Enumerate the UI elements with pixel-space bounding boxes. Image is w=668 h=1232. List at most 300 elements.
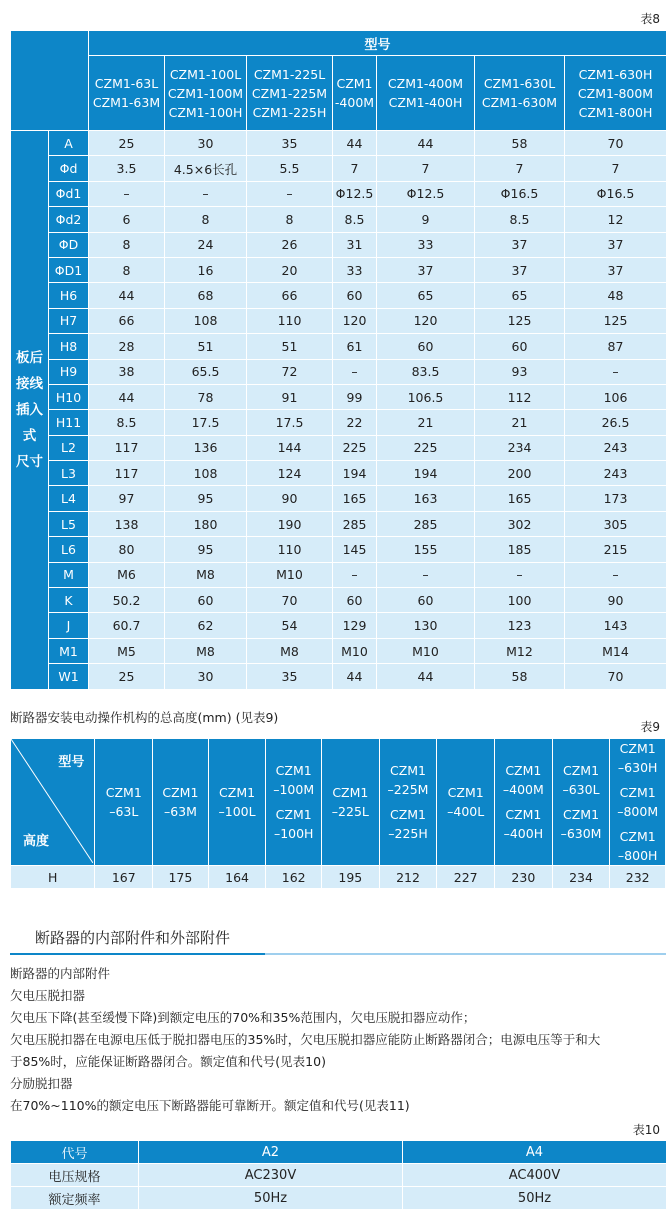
table8-cell: 165 xyxy=(333,486,377,511)
table8-cell: Φ12.5 xyxy=(377,181,475,206)
table9-model-2 xyxy=(208,739,266,866)
table10-cell: AC400V xyxy=(403,1164,667,1187)
section-text-line: 欠电压脱扣器 xyxy=(10,988,86,1003)
table8-cell: 44 xyxy=(89,384,165,409)
table9-cell: 212 xyxy=(379,866,437,889)
table9-model-6 xyxy=(437,739,495,866)
table8-cell: 8.5 xyxy=(333,207,377,232)
table8-cell: Φ16.5 xyxy=(475,181,565,206)
table8-cell: 110 xyxy=(247,308,333,333)
table8-cell: 8.5 xyxy=(475,207,565,232)
table8-cell: 44 xyxy=(333,131,377,156)
table8-param: L2 xyxy=(49,435,89,460)
table9-cell: 175 xyxy=(153,866,209,889)
table8-label: 表8 xyxy=(640,12,660,26)
table8-cell: 225 xyxy=(333,435,377,460)
table9-model-0 xyxy=(95,739,153,866)
table8-cell: 37 xyxy=(565,257,667,282)
model-name-line: –225L xyxy=(331,804,369,819)
model-name-line: –630H xyxy=(617,760,658,775)
table8-cell: 60 xyxy=(377,334,475,359)
table8-cell: M10 xyxy=(247,562,333,587)
table9-model-8 xyxy=(552,739,610,866)
table8-param: L6 xyxy=(49,537,89,562)
table8-cell: 90 xyxy=(247,486,333,511)
table8-cell: 285 xyxy=(377,511,475,536)
table8-cell: 194 xyxy=(377,461,475,486)
group-label-line: 插入 xyxy=(16,401,43,418)
table8-cell: 25 xyxy=(89,131,165,156)
table8-cell: 70 xyxy=(565,131,667,156)
table8-cell: 215 xyxy=(565,537,667,562)
section-text-line: 分励脱扣器 xyxy=(10,1076,73,1091)
table8-cell: 95 xyxy=(165,486,247,511)
table8-cell: 30 xyxy=(165,664,247,689)
table8-row xyxy=(11,486,667,511)
model-name-line: CZM1 xyxy=(619,785,656,800)
table8-cell: 70 xyxy=(247,588,333,613)
table8-cell: 65.5 xyxy=(165,359,247,384)
table8-cell: 44 xyxy=(377,131,475,156)
table10-cell: 50Hz xyxy=(403,1187,667,1210)
table8-cell: 120 xyxy=(377,308,475,333)
table8-cell: 110 xyxy=(247,537,333,562)
table8-cell: 58 xyxy=(475,131,565,156)
model-name-line: CZM1 xyxy=(275,763,312,778)
table8-param: K xyxy=(49,588,89,613)
table8-cell: 24 xyxy=(165,232,247,257)
table8-cell: 129 xyxy=(333,613,377,638)
table8-cell: 37 xyxy=(475,257,565,282)
table8-cell: 8 xyxy=(165,207,247,232)
table8-cell: 65 xyxy=(475,283,565,308)
table8-cell: 117 xyxy=(89,461,165,486)
table8-cell: 106 xyxy=(565,384,667,409)
table8-cell: 97 xyxy=(89,486,165,511)
table8-cell: 123 xyxy=(475,613,565,638)
table8-row xyxy=(11,384,667,409)
table9-cell: 230 xyxy=(495,866,553,889)
table8-cell: 17.5 xyxy=(247,410,333,435)
table9-model-7 xyxy=(495,739,553,866)
table10-row-label: 额定频率 xyxy=(11,1187,139,1210)
model-name-line: CZM1 xyxy=(447,785,484,800)
table10 xyxy=(10,1140,667,1210)
model-name-line: CZM1 xyxy=(563,763,600,778)
table8-cell: M12 xyxy=(475,638,565,663)
table8-cell: 120 xyxy=(333,308,377,333)
table8-cell: 112 xyxy=(475,384,565,409)
table8-cell: 44 xyxy=(333,664,377,689)
table8-cell: 106.5 xyxy=(377,384,475,409)
table8-cell: – xyxy=(377,562,475,587)
table8-cell: 60 xyxy=(475,334,565,359)
table8-cell: 143 xyxy=(565,613,667,638)
model-name-line: –400H xyxy=(503,826,544,841)
model-name-line: –800M xyxy=(617,804,659,819)
table8-cell: 25 xyxy=(89,664,165,689)
table8-cell: M8 xyxy=(247,638,333,663)
table8-row xyxy=(11,435,667,460)
table8-cell: 305 xyxy=(565,511,667,536)
table8-cell: 51 xyxy=(165,334,247,359)
table8-cell: 37 xyxy=(377,257,475,282)
table8-cell: M6 xyxy=(89,562,165,587)
table8-cell: 72 xyxy=(247,359,333,384)
section-text-line: 断路器的内部附件 xyxy=(10,966,111,981)
table8-cell: 28 xyxy=(89,334,165,359)
table8-cell: 8 xyxy=(247,207,333,232)
model-name-line: CZM1 xyxy=(219,785,256,800)
table8-cell: 21 xyxy=(475,410,565,435)
model-name-line: CZM1 xyxy=(619,829,656,844)
table8-cell: 60.7 xyxy=(89,613,165,638)
table8-param: H8 xyxy=(49,334,89,359)
table8-row xyxy=(11,257,667,282)
table8-cell: 173 xyxy=(565,486,667,511)
table8-param: M xyxy=(49,562,89,587)
table8-cell: 51 xyxy=(247,334,333,359)
table8-row xyxy=(11,207,667,232)
table8-cell: 125 xyxy=(475,308,565,333)
table8-row xyxy=(11,334,667,359)
model-name-line: CZM1 xyxy=(619,741,656,756)
table8-cell: 35 xyxy=(247,131,333,156)
table8-cell: 48 xyxy=(565,283,667,308)
table9-cell: 234 xyxy=(552,866,610,889)
table8-cell: 8.5 xyxy=(89,410,165,435)
table8-cell: 78 xyxy=(165,384,247,409)
model-name-line: CZM1-630L xyxy=(483,76,556,91)
table8-cell: 125 xyxy=(565,308,667,333)
model-name-line: CZM1-100L xyxy=(169,66,242,82)
table8-cell: 155 xyxy=(377,537,475,562)
model-name-line: –100H xyxy=(273,826,314,841)
table8-row xyxy=(11,537,667,562)
table9-cell: 167 xyxy=(95,866,153,889)
model-name-line: CZM1 xyxy=(563,807,600,822)
model-name-line: CZM1 xyxy=(389,807,427,822)
table9-model-4 xyxy=(322,739,380,866)
table8-row xyxy=(11,562,667,587)
table9-caption: 断路器安装电动操作机构的总高度(mm) (见表9) xyxy=(10,710,279,725)
section-text-line: 在70%~110%的额定电压下断路器能可靠断开。额定值和代号(见表11) xyxy=(10,1098,410,1113)
table8-cell: M14 xyxy=(565,638,667,663)
table8-cell: 58 xyxy=(475,664,565,689)
table8-row xyxy=(11,131,667,156)
table8-cell: 302 xyxy=(475,511,565,536)
table8-cell: – xyxy=(565,359,667,384)
table8-model-2 xyxy=(247,56,333,131)
table8-model-1 xyxy=(165,56,247,131)
table8-cell: Φ12.5 xyxy=(333,181,377,206)
table8-cell: 6 xyxy=(89,207,165,232)
table10-cell: AC230V xyxy=(139,1164,403,1187)
table8-cell: 83.5 xyxy=(377,359,475,384)
table8-row xyxy=(11,461,667,486)
table8-row xyxy=(11,613,667,638)
table8-row xyxy=(11,308,667,333)
table8-cell: 66 xyxy=(247,283,333,308)
table8-cell: 7 xyxy=(475,156,565,181)
section-text-line: 欠电压下降(甚至缓慢下降)到额定电压的70%和35%范围内，欠电压脱扣器应动作； xyxy=(10,1010,476,1025)
table8-cell: 7 xyxy=(377,156,475,181)
table8-cell: 165 xyxy=(475,486,565,511)
group-label-line: 尺寸 xyxy=(16,453,43,470)
section-text-line: 欠电压脱扣器在电源电压低于脱扣器电压的35%时，欠电压脱扣器应能防止断路器闭合；电源电压等于和大 xyxy=(10,1032,601,1047)
table8-cell: 37 xyxy=(475,232,565,257)
table8-cell: 243 xyxy=(565,461,667,486)
table8-cell: 108 xyxy=(165,308,247,333)
table8-param: Φd1 xyxy=(49,181,89,206)
table8-cell: 3.5 xyxy=(89,156,165,181)
table9-cell: 232 xyxy=(610,866,666,889)
table8-cell: 8 xyxy=(89,257,165,282)
model-name-line: CZM1 xyxy=(505,807,542,822)
table8-param: Φd2 xyxy=(49,207,89,232)
table8-cell: 33 xyxy=(377,232,475,257)
table8-cell: 117 xyxy=(89,435,165,460)
model-name-line: CZM1-225M xyxy=(251,85,328,101)
model-name-line: CZM1-800M xyxy=(577,85,654,101)
model-name-line: –63M xyxy=(163,804,197,819)
table8-cell: 26 xyxy=(247,232,333,257)
table8-cell: 60 xyxy=(377,588,475,613)
group-label-line: 板后 xyxy=(16,349,43,366)
table8-cell: 54 xyxy=(247,613,333,638)
table8-param: W1 xyxy=(49,664,89,689)
table8-row xyxy=(11,232,667,257)
table8-row xyxy=(11,511,667,536)
table8-param: H6 xyxy=(49,283,89,308)
table8-cell: 90 xyxy=(565,588,667,613)
table10-cell: 50Hz xyxy=(139,1187,403,1210)
table9 xyxy=(10,738,666,889)
section-text-line: 于85%时，应能保证断路器闭合。额定值和代号(见表10) xyxy=(10,1054,326,1069)
table8-param: H9 xyxy=(49,359,89,384)
table9-cell: 227 xyxy=(437,866,495,889)
table8-param: M1 xyxy=(49,638,89,663)
model-name-line: –800H xyxy=(617,848,658,863)
table8-cell: 50.2 xyxy=(89,588,165,613)
table8-cell: 30 xyxy=(165,131,247,156)
table8-cell: 20 xyxy=(247,257,333,282)
model-name-line: –100L xyxy=(218,804,256,819)
table8-group-label xyxy=(11,131,49,690)
table8-cell: 61 xyxy=(333,334,377,359)
model-name-line: -400M xyxy=(334,95,375,110)
table8-cell: 163 xyxy=(377,486,475,511)
table8-param: H10 xyxy=(49,384,89,409)
model-name-line: –63L xyxy=(109,804,139,819)
table9-model-9 xyxy=(610,739,666,866)
table10-row-label: 电压规格 xyxy=(11,1164,139,1187)
table8-cell: 9 xyxy=(377,207,475,232)
table8-cell: 144 xyxy=(247,435,333,460)
table8-model-header: 型号 xyxy=(89,31,667,56)
model-name-line: CZM1-800H xyxy=(578,104,653,120)
model-name-line: –630M xyxy=(560,826,602,841)
table9-cell: 195 xyxy=(322,866,380,889)
table8-row xyxy=(11,283,667,308)
table8-row xyxy=(11,181,667,206)
model-name-line: –225M xyxy=(387,782,429,797)
table8-cell: 21 xyxy=(377,410,475,435)
table8-cell: 145 xyxy=(333,537,377,562)
table9-corner-model: 型号 xyxy=(58,755,85,770)
model-name-line: –400M xyxy=(502,782,544,797)
table8-row xyxy=(11,588,667,613)
table8-cell: 60 xyxy=(333,283,377,308)
table10-header-code: 代号 xyxy=(11,1141,139,1164)
table8-param: ΦD1 xyxy=(49,257,89,282)
model-name-line: CZM1-63M xyxy=(92,95,161,110)
table8-cell: M8 xyxy=(165,562,247,587)
table8-cell: 180 xyxy=(165,511,247,536)
table8-cell: 22 xyxy=(333,410,377,435)
table8-cell: 194 xyxy=(333,461,377,486)
table8-param: H11 xyxy=(49,410,89,435)
table8-cell: 234 xyxy=(475,435,565,460)
table9-model-1 xyxy=(153,739,209,866)
table8-cell: 37 xyxy=(565,232,667,257)
model-name-line: CZM1 xyxy=(275,807,312,822)
table8-cell: Φ16.5 xyxy=(565,181,667,206)
table8-cell: 4.5×6长孔 xyxy=(165,156,247,181)
model-name-line: CZM1-630M xyxy=(481,95,558,110)
table8-cell: – xyxy=(565,562,667,587)
table8-row xyxy=(11,664,667,689)
table8-cell: 108 xyxy=(165,461,247,486)
table10-header-a2: A2 xyxy=(139,1141,403,1164)
table10-label: 表10 xyxy=(632,1123,660,1137)
table8-cell: 12 xyxy=(565,207,667,232)
model-name-line: CZM1-225L xyxy=(253,66,326,82)
table8-param: ΦD xyxy=(49,232,89,257)
table8-cell: 99 xyxy=(333,384,377,409)
table8-row xyxy=(11,638,667,663)
table8-cell: 80 xyxy=(89,537,165,562)
table8-cell: 8 xyxy=(89,232,165,257)
table8-cell: 93 xyxy=(475,359,565,384)
section-title: 断路器的内部附件和外部附件 xyxy=(35,929,231,947)
table8-cell: – xyxy=(475,562,565,587)
model-name-line: CZM1 xyxy=(336,76,373,91)
table8-cell: 91 xyxy=(247,384,333,409)
table8-cell: 185 xyxy=(475,537,565,562)
model-name-line: CZM1 xyxy=(389,763,427,778)
table8-cell: 95 xyxy=(165,537,247,562)
model-name-line: CZM1-400M xyxy=(387,76,464,91)
model-name-line: CZM1 xyxy=(332,785,369,800)
model-name-line: CZM1-225H xyxy=(252,104,327,120)
table8-cell: 243 xyxy=(565,435,667,460)
table9-label: 表9 xyxy=(640,720,660,734)
table8-cell: 7 xyxy=(333,156,377,181)
table8-cell: – xyxy=(247,181,333,206)
table9-model-5 xyxy=(379,739,437,866)
table8-cell: 285 xyxy=(333,511,377,536)
table9-cell: 164 xyxy=(208,866,266,889)
table8-model-4 xyxy=(377,56,475,131)
table8-row xyxy=(11,359,667,384)
table8-cell: 7 xyxy=(565,156,667,181)
table8-model-6 xyxy=(565,56,667,131)
table8-cell: 26.5 xyxy=(565,410,667,435)
table9-cell: 162 xyxy=(266,866,322,889)
table8-cell: M10 xyxy=(377,638,475,663)
table8-cell: 33 xyxy=(333,257,377,282)
table8-corner xyxy=(11,31,89,131)
table8-cell: – xyxy=(89,181,165,206)
model-name-line: CZM1-100M xyxy=(167,85,244,101)
model-name-line: CZM1-630H xyxy=(578,66,653,82)
table8-cell: 200 xyxy=(475,461,565,486)
table8-cell: – xyxy=(333,562,377,587)
table8-cell: 44 xyxy=(89,283,165,308)
model-name-line: –400L xyxy=(447,804,485,819)
model-name-line: –225H xyxy=(388,826,428,841)
table8-model-3 xyxy=(333,56,377,131)
table8-cell: M5 xyxy=(89,638,165,663)
model-name-line: –630L xyxy=(562,782,600,797)
table8-cell: M8 xyxy=(165,638,247,663)
table9-row-label: H xyxy=(11,866,95,889)
table8-cell: 60 xyxy=(333,588,377,613)
table9-model-3 xyxy=(266,739,322,866)
table9-corner xyxy=(11,739,95,866)
model-name-line: CZM1 xyxy=(105,785,142,800)
table8-cell: 70 xyxy=(565,664,667,689)
table8-row xyxy=(11,156,667,181)
table8-cell: – xyxy=(333,359,377,384)
model-name-line: CZM1 xyxy=(505,763,542,778)
table8-cell: 66 xyxy=(89,308,165,333)
table8-cell: M10 xyxy=(333,638,377,663)
table8-cell: 124 xyxy=(247,461,333,486)
table8-cell: 5.5 xyxy=(247,156,333,181)
table8-cell: 138 xyxy=(89,511,165,536)
table8-cell: 225 xyxy=(377,435,475,460)
table8-cell: 62 xyxy=(165,613,247,638)
table8 xyxy=(10,30,667,690)
table8-cell: 17.5 xyxy=(165,410,247,435)
table8-row xyxy=(11,410,667,435)
table8-cell: 44 xyxy=(377,664,475,689)
table8-param: H7 xyxy=(49,308,89,333)
table8-cell: 68 xyxy=(165,283,247,308)
table8-param: L3 xyxy=(49,461,89,486)
table8-param: J xyxy=(49,613,89,638)
table8-model-0 xyxy=(89,56,165,131)
group-label-line: 式 xyxy=(22,427,37,444)
model-name-line: CZM1-63L xyxy=(94,76,159,91)
table8-cell: 35 xyxy=(247,664,333,689)
table8-cell: 136 xyxy=(165,435,247,460)
table8-cell: 130 xyxy=(377,613,475,638)
table9-corner-height: 高度 xyxy=(23,834,50,849)
group-label-line: 接线 xyxy=(16,375,43,392)
table8-cell: 190 xyxy=(247,511,333,536)
table8-model-5 xyxy=(475,56,565,131)
table8-cell: – xyxy=(165,181,247,206)
model-name-line: CZM1-100H xyxy=(168,104,243,120)
table8-cell: 100 xyxy=(475,588,565,613)
table8-cell: 31 xyxy=(333,232,377,257)
table8-cell: 16 xyxy=(165,257,247,282)
table8-cell: 87 xyxy=(565,334,667,359)
table8-cell: 60 xyxy=(165,588,247,613)
